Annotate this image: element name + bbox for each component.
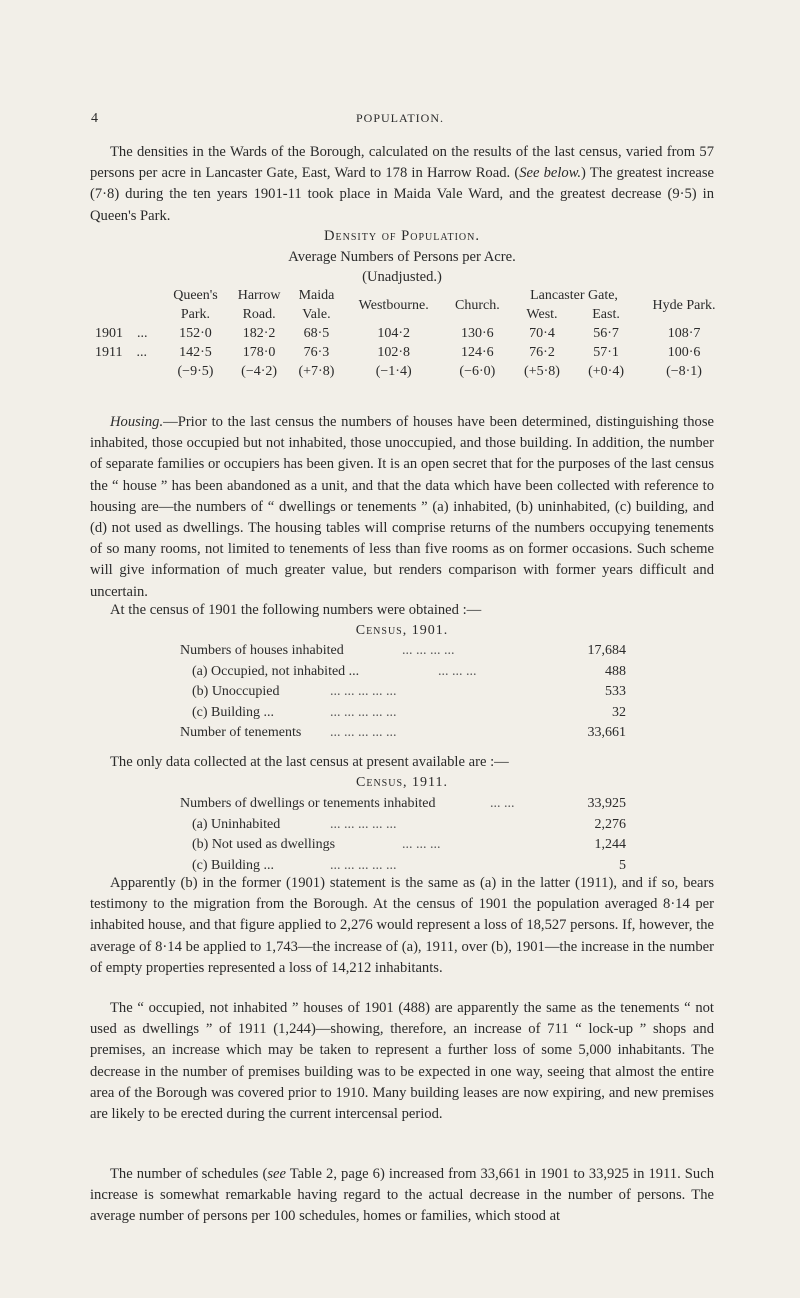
list-item: (a) Occupied, not inhabited ... ... ... ... 488 [192, 663, 626, 679]
list-item: Numbers of dwellings or tenements inhabited ... ... 33,925 [180, 796, 626, 811]
density-table [90, 286, 730, 381]
col-maida-vale: Maida [298, 288, 335, 303]
list-item: (c) Building ... ... ... ... ... ... 5 [192, 857, 626, 873]
page-header [0, 111, 800, 131]
occupied-paragraph: The “ occupied, not inhabited ” houses of 1901 (488) are apparently the same as the tenements “ not used as dwellings ” of 1911 (1,244)—showing, therefore, an increase of 711 “ lock-up ” shops and premises, an increase which may be taken to represent a further loss of some 5,000 inhabitants. The decrease in the number of premises building was to be expected in one way, seeing that almost the entire area of the Borough was covered prior to 1910. Many building leases are now expiring, and new premises are likely to be erected during the current intercensal period. [90, 1000, 714, 1123]
intro-paragraph: The densities in the Wards of the Borough, calculated on the results of the last census, varied from 57 persons per acre in Lancaster Gate, East, Ward to 178 in Harrow Road. (See below.) The greatest increase (7·8) during the ten years 1901-11 took place in Maida Vale Ward, and the greatest decrease (9·5) in Queen's Park. [90, 144, 714, 224]
running-title: POPULATION. [355, 111, 444, 125]
col-lancaster-west: West. [526, 307, 558, 322]
list-item: (c) Building ... ... ... ... ... ... 32 [192, 704, 626, 720]
table-header-row-1 [90, 286, 730, 305]
table-row: (−9·5) (−4·2) (+7·8) (−1·4) (−6·0) (+5·8) (+0·4) (−8·1) [177, 364, 702, 379]
list-item: (b) Not used as dwellings ... ... ... 1,244 [192, 837, 626, 852]
census1911-title: Census, 1911. [356, 775, 448, 790]
table-row: 1901 ... 152·0 182·2 68·5 104·2 130·6 70·4 56·7 108·7 [95, 326, 701, 341]
list-item: (b) Unoccupied ... ... ... ... ... 533 [192, 684, 626, 699]
census1901-intro: At the census of 1901 the following numbers were obtained :— [110, 602, 482, 618]
density-table-title: Density of Population. [323, 228, 481, 244]
table-header-row-2: Park. Road. Vale. West. East. [90, 305, 730, 324]
density-table-note: (Unadjusted.) [362, 269, 442, 285]
col-hyde-park: Hyde Park. [652, 297, 716, 313]
page-number: 4 [91, 111, 98, 126]
density-table-subtitle: Average Numbers of Persons per Acre. [288, 249, 516, 265]
census1911-intro: The only data collected at the last census at present available are :— [110, 754, 509, 770]
schedules-paragraph: The number of schedules (see Table 2, page 6) increased from 33,661 in 1901 to 33,925 in 1911. Such increase is somewhat remarkable having regard to the actual decrease in the number of persons. The average number of persons per 100 schedules, homes or families, which stood at [90, 1166, 714, 1225]
table-row: 1911 ... 142·5 178·0 76·3 102·8 124·6 76·2 57·1 100·6 [95, 345, 701, 360]
census1911-list [180, 794, 626, 876]
col-church: Church. [455, 297, 500, 313]
col-harrow-road: Harrow [237, 288, 281, 303]
col-westbourne: Westbourne. [358, 297, 429, 313]
census1901-list [180, 641, 626, 744]
list-item: Number of tenements ... ... ... ... ... 33,661 [180, 725, 626, 740]
col-lancaster-east: East. [592, 307, 620, 322]
list-item: (a) Uninhabited ... ... ... ... ... 2,276 [192, 816, 626, 832]
apparently-paragraph: Apparently (b) in the former (1901) statement is the same as (a) in the latter (1911), and if so, bears testimony to the migration from the Borough. At the census of 1901 the population averaged 8·14 per inhabited house, and that figure applied to 2,276 would represent a loss of 18,527 persons. If, however, the average of 8·14 be applied to 1,743—the increase of (a), 1911, over (b), 1901—the increase in the number of empty properties represented a loss of 14,212 inhabitants. [90, 875, 714, 976]
list-item: Numbers of houses inhabited ... ... ... ... 17,684 [180, 643, 626, 658]
housing-paragraph: Housing.—Prior to the last census the numbers of houses have been determined, distinguishing those inhabited, those occupied but not inhabited, those unoccupied, and those building. In addition, the number of separate families or occupiers has been given. It is an open secret that for the purposes of the last census the “ house ” has been abandoned as a unit, and that the data which have been collected with reference to housing are—the numbers of “ dwellings or tenements ” (a) inhabited, (b) uninhabited, (c) building, and (d) not used as dwellings. The housing tables will comprise returns of the numbers occupying tenements of so many rooms, not limited to tenements of less than five rooms as on former occasions. Such scheme will give information of much greater value, but renders comparison with former years difficult and uncertain. [90, 414, 714, 600]
col-lancaster-gate: Lancaster Gate, [530, 288, 618, 303]
col-queens-park: Queen's [173, 288, 218, 303]
census1901-title: Census, 1901. [355, 623, 449, 638]
